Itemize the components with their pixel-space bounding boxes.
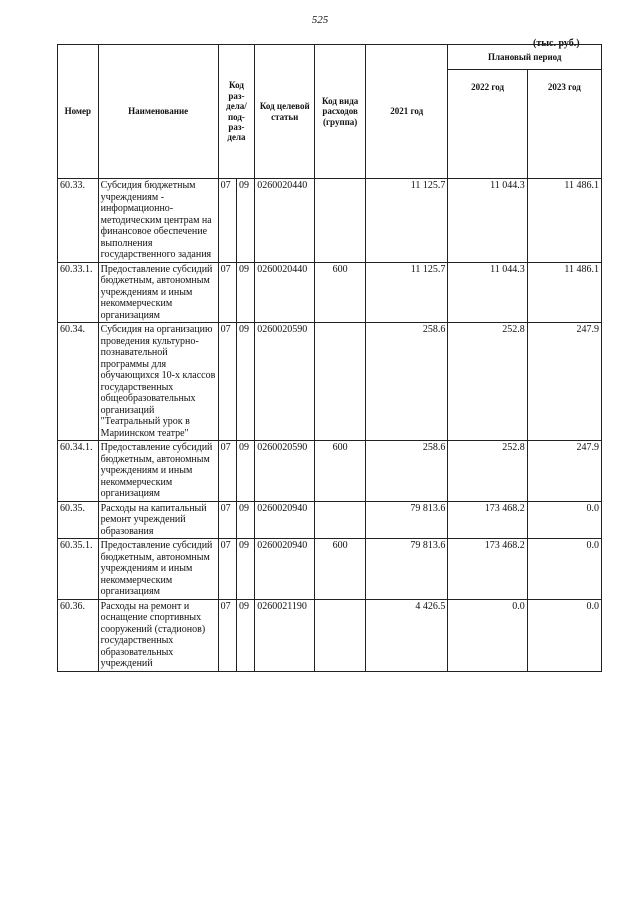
row-number: 60.35. <box>58 501 99 539</box>
row-podrazdel: 09 <box>236 599 254 671</box>
header-number: Номер <box>58 45 99 179</box>
row-expense-type: 600 <box>315 539 366 600</box>
row-value-2022: 173 468.2 <box>448 539 527 600</box>
table-body <box>58 179 602 672</box>
row-name: Предоставление субсидий бюджетным, автономным учреждениям и иным некоммерческим организациям <box>98 262 218 323</box>
header-target-code: Код целевой статьи <box>255 45 315 179</box>
row-podrazdel: 09 <box>236 501 254 539</box>
row-expense-type: 600 <box>315 441 366 502</box>
page-number: 525 <box>311 14 329 26</box>
row-value-2022: 252.8 <box>448 441 527 502</box>
row-expense-type <box>315 501 366 539</box>
row-value-2021: 258.6 <box>366 323 448 441</box>
row-expense-type <box>315 179 366 263</box>
row-value-2023: 11 486.1 <box>527 179 601 263</box>
row-podrazdel: 09 <box>236 539 254 600</box>
row-number: 60.34. <box>58 323 99 441</box>
row-name: Предоставление субсидий бюджетным, автономным учреждениям и иным некоммерческим организациям <box>98 441 218 502</box>
table-row <box>58 539 602 600</box>
row-name: Субсидия бюджетным учреждениям - информационно-методическим центрам на финансовое обеспечение выполнения государственного задания <box>98 179 218 263</box>
row-target-code: 0260020940 <box>255 501 315 539</box>
row-value-2023: 11 486.1 <box>527 262 601 323</box>
row-value-2021: 79 813.6 <box>366 539 448 600</box>
row-expense-type: 600 <box>315 262 366 323</box>
row-value-2021: 4 426.5 <box>366 599 448 671</box>
row-value-2022: 173 468.2 <box>448 501 527 539</box>
row-value-2022: 11 044.3 <box>448 262 527 323</box>
row-value-2023: 247.9 <box>527 441 601 502</box>
row-number: 60.33.1. <box>58 262 99 323</box>
header-year-2022: 2022 год <box>448 70 527 179</box>
header-year-2021: 2021 год <box>366 45 448 179</box>
unit-note: (тыс. руб.) <box>533 38 580 49</box>
row-value-2023: 247.9 <box>527 323 601 441</box>
row-value-2021: 11 125.7 <box>366 179 448 263</box>
row-podrazdel: 09 <box>236 262 254 323</box>
budget-table <box>57 44 602 672</box>
row-value-2023: 0.0 <box>527 539 601 600</box>
row-target-code: 0260020940 <box>255 539 315 600</box>
row-name: Предоставление субсидий бюджетным, автономным учреждениям и иным некоммерческим организациям <box>98 539 218 600</box>
row-name: Расходы на ремонт и оснащение спортивных сооружений (стадионов) государственных образовательных учреждений <box>98 599 218 671</box>
header-expense-type: Код вида расходов (группа) <box>315 45 366 179</box>
row-value-2021: 11 125.7 <box>366 262 448 323</box>
row-target-code: 0260020590 <box>255 441 315 502</box>
row-razdel: 07 <box>218 599 236 671</box>
row-expense-type <box>315 323 366 441</box>
row-target-code: 0260020590 <box>255 323 315 441</box>
row-podrazdel: 09 <box>236 323 254 441</box>
table-row <box>58 501 602 539</box>
row-number: 60.33. <box>58 179 99 263</box>
row-podrazdel: 09 <box>236 179 254 263</box>
row-target-code: 0260020440 <box>255 262 315 323</box>
row-value-2022: 11 044.3 <box>448 179 527 263</box>
row-value-2021: 258.6 <box>366 441 448 502</box>
row-number: 60.35.1. <box>58 539 99 600</box>
table-row <box>58 323 602 441</box>
table-row <box>58 441 602 502</box>
row-value-2023: 0.0 <box>527 501 601 539</box>
header-section-code: Код раз- дела/ под- раз- дела <box>218 45 255 179</box>
row-target-code: 0260020440 <box>255 179 315 263</box>
table-row <box>58 599 602 671</box>
table-header <box>58 45 602 179</box>
row-value-2021: 79 813.6 <box>366 501 448 539</box>
row-name: Субсидия на организацию проведения культурно-познавательной программы для обучающихся 10-х классов государственных общеобразовательных организаций "Театральный урок в Мариинском театре" <box>98 323 218 441</box>
row-value-2022: 0.0 <box>448 599 527 671</box>
row-name: Расходы на капитальный ремонт учреждений образования <box>98 501 218 539</box>
row-podrazdel: 09 <box>236 441 254 502</box>
row-value-2023: 0.0 <box>527 599 601 671</box>
header-name: Наименование <box>98 45 218 179</box>
header-planned-period: Плановый период <box>448 45 602 70</box>
row-razdel: 07 <box>218 323 236 441</box>
header-year-2023: 2023 год <box>527 70 601 179</box>
row-razdel: 07 <box>218 262 236 323</box>
table-row <box>58 262 602 323</box>
row-expense-type <box>315 599 366 671</box>
row-number: 60.36. <box>58 599 99 671</box>
row-razdel: 07 <box>218 501 236 539</box>
row-razdel: 07 <box>218 441 236 502</box>
row-razdel: 07 <box>218 539 236 600</box>
table-row <box>58 179 602 263</box>
row-target-code: 0260021190 <box>255 599 315 671</box>
row-number: 60.34.1. <box>58 441 99 502</box>
row-value-2022: 252.8 <box>448 323 527 441</box>
row-razdel: 07 <box>218 179 236 263</box>
